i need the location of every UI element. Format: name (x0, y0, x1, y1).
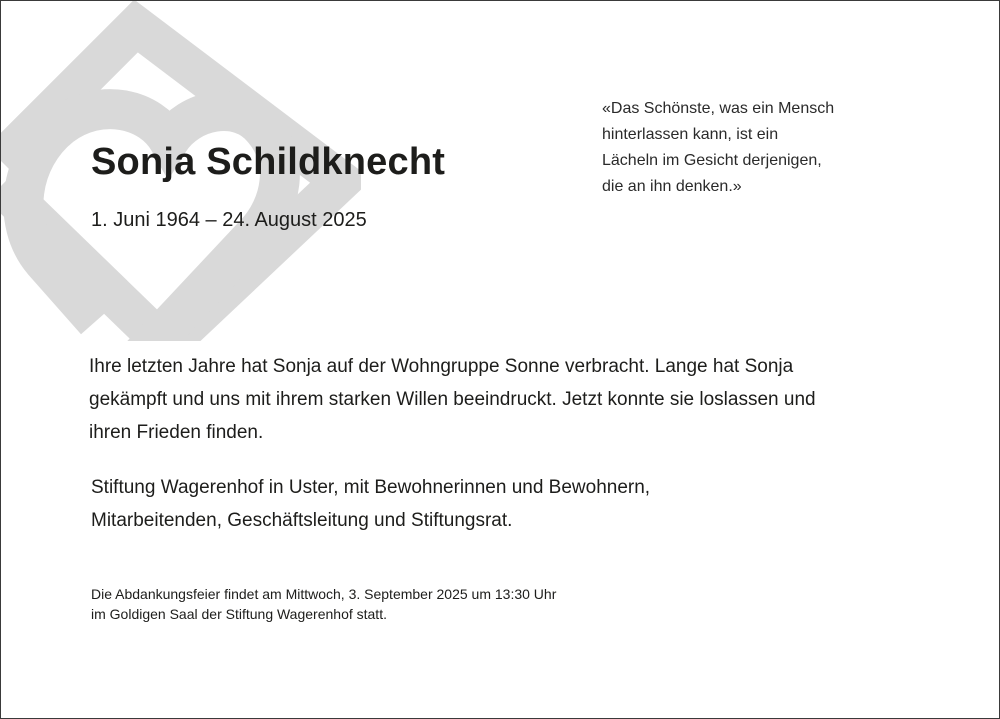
memorial-quote (602, 96, 902, 200)
sender-line: Stiftung Wagerenhof in Uster, mit Bewohnerinnen und Bewohnern, (91, 477, 651, 498)
quote-line: «Das Schönste, was ein Mensch (602, 100, 835, 117)
message-line: gekämpft und uns mit ihrem starken Willen beeindruckt. Jetzt konnte sie loslassen und (89, 389, 816, 410)
deceased-name: Sonja Schildknecht (91, 141, 446, 183)
quote-line: hinterlassen kann, ist ein (602, 126, 779, 143)
ceremony-info (91, 584, 791, 624)
sender-line: Mitarbeitenden, Geschäftsleitung und Stiftungsrat. (91, 510, 513, 531)
ceremony-line: im Goldigen Saal der Stiftung Wagerenhof statt. (91, 606, 387, 622)
ceremony-line: Die Abdankungsfeier findet am Mittwoch, 3. September 2025 um 13:30 Uhr (91, 586, 557, 602)
sender-signature (91, 471, 891, 537)
memorial-message (89, 350, 909, 449)
message-line: Ihre letzten Jahre hat Sonja auf der Wohngruppe Sonne verbracht. Lange hat Sonja (89, 356, 794, 377)
quote-line: die an ihn denken.» (602, 178, 742, 195)
message-line: ihren Frieden finden. (89, 422, 264, 443)
life-dates: 1. Juni 1964 – 24. August 2025 (91, 209, 367, 231)
quote-line: Lächeln im Gesicht derjenigen, (602, 152, 822, 169)
